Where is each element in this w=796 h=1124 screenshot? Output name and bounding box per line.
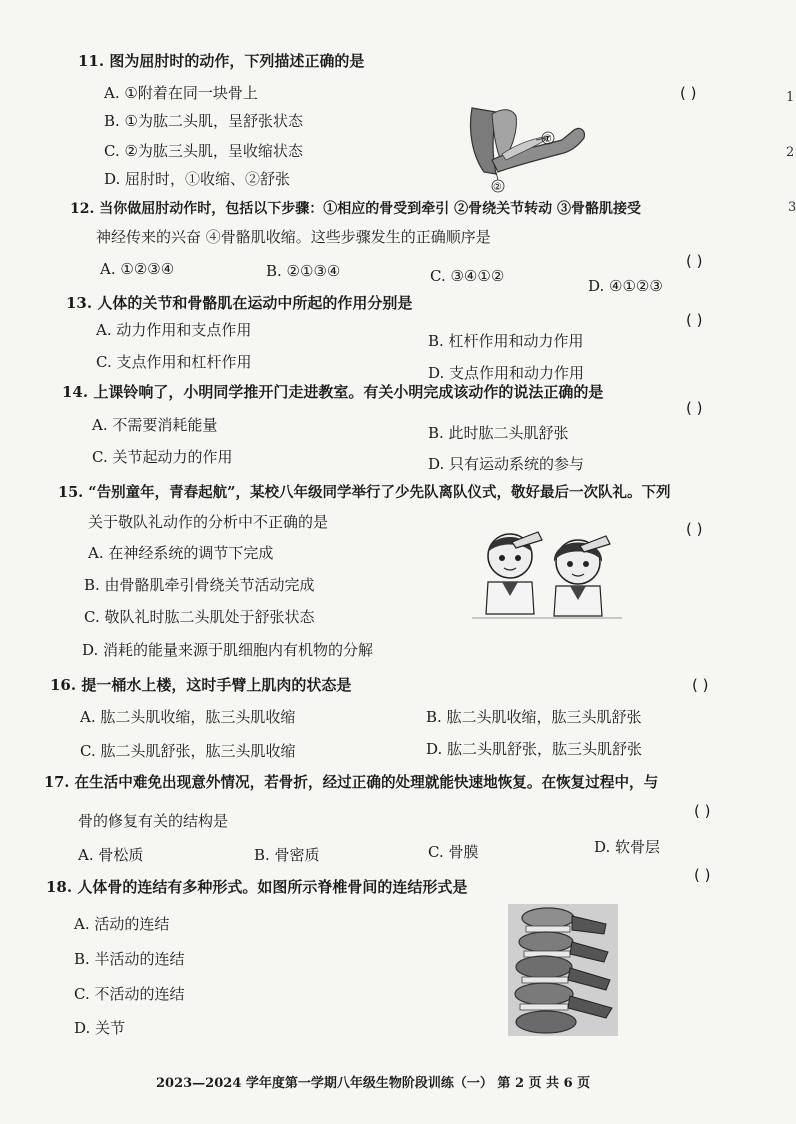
q11-answer-paren[interactable]: ( ) — [680, 84, 697, 102]
q12-answer-paren[interactable]: ( ) — [686, 252, 703, 270]
q16-option-c[interactable]: C. 肱二头肌舒张，肱三头肌收缩 — [80, 742, 296, 760]
q12-option-c[interactable]: C. ③④①② — [430, 267, 505, 285]
q17-answer-paren[interactable]: ( ) — [694, 802, 711, 820]
q18-option-d[interactable]: D. 关节 — [74, 1019, 126, 1037]
q12-option-b[interactable]: B. ②①③④ — [266, 262, 341, 280]
q13-option-b[interactable]: B. 杠杆作用和动力作用 — [428, 332, 584, 350]
q15-option-a[interactable]: A. 在神经系统的调节下完成 — [88, 544, 274, 562]
q12-stem-line2: 神经传来的兴奋 ④骨骼肌收缩。这些步骤发生的正确顺序是 — [96, 228, 491, 246]
q16-option-a[interactable]: A. 肱二头肌收缩，肱三头肌收缩 — [80, 708, 296, 726]
q18-answer-paren[interactable]: ( ) — [694, 866, 711, 884]
q14-option-a[interactable]: A. 不需要消耗能量 — [92, 416, 218, 434]
edge-mark-1: 1 — [786, 90, 795, 105]
q14-stem: 14. 上课铃响了，小明同学推开门走进教室。有关小明完成该动作的说法正确的是 — [62, 383, 604, 401]
figure-label-2: ② — [493, 182, 502, 193]
q18-stem: 18. 人体骨的连结有多种形式。如图所示脊椎骨间的连结形式是 — [46, 878, 468, 896]
q16-option-d[interactable]: D. 肱二头肌舒张，肱三头肌舒张 — [426, 740, 643, 758]
q11-option-c[interactable]: C. ②为肱三头肌，呈收缩状态 — [104, 142, 303, 160]
figure-label-1: ① — [543, 134, 552, 145]
q17-option-b[interactable]: B. 骨密质 — [254, 846, 320, 864]
q17-option-a[interactable]: A. 骨松质 — [78, 846, 144, 864]
q13-option-a[interactable]: A. 动力作用和支点作用 — [96, 321, 252, 339]
q15-stem-line1: 15. “告别童年，青春起航”，某校八年级同学举行了少先队离队仪式，敬好最后一次队礼。下列 — [58, 484, 671, 501]
pioneer-salute-figure — [472, 522, 622, 622]
q17-option-c[interactable]: C. 骨膜 — [428, 843, 479, 861]
q15-option-d[interactable]: D. 消耗的能量来源于肌细胞内有机物的分解 — [82, 641, 374, 659]
q18-option-b[interactable]: B. 半活动的连结 — [74, 950, 185, 968]
q17-stem-line1: 17. 在生活中难免出现意外情况，若骨折，经过正确的处理就能快速地恢复。在恢复过程中，与 — [44, 774, 659, 791]
q17-stem-line2: 骨的修复有关的结构是 — [78, 812, 229, 830]
q12-option-d[interactable]: D. ④①②③ — [588, 277, 663, 295]
q11-option-d[interactable]: D. 屈肘时，①收缩、②舒张 — [104, 170, 291, 188]
q18-option-c[interactable]: C. 不活动的连结 — [74, 985, 185, 1003]
q14-answer-paren[interactable]: ( ) — [686, 399, 703, 417]
q14-option-d[interactable]: D. 只有运动系统的参与 — [428, 455, 585, 473]
q11-option-a[interactable]: A. ①附着在同一块骨上 — [104, 84, 258, 102]
q12-option-a[interactable]: A. ①②③④ — [100, 260, 175, 278]
q14-option-b[interactable]: B. 此时肱二头肌舒张 — [428, 424, 569, 442]
page-footer: 2023—2024 学年度第一学期八年级生物阶段训练（一） 第 2 页 共 6 页 — [156, 1076, 591, 1091]
q15-option-b[interactable]: B. 由骨骼肌牵引骨绕关节活动完成 — [84, 576, 315, 594]
q14-option-c[interactable]: C. 关节起动力的作用 — [92, 448, 233, 466]
q15-stem-line2: 关于敬队礼动作的分析中不正确的是 — [88, 513, 329, 531]
q17-option-d[interactable]: D. 软骨层 — [594, 838, 661, 856]
q11-option-b[interactable]: B. ①为肱二头肌，呈舒张状态 — [104, 112, 304, 130]
q16-option-b[interactable]: B. 肱二头肌收缩，肱三头肌舒张 — [426, 708, 642, 726]
elbow-flexion-figure — [462, 100, 590, 196]
q13-answer-paren[interactable]: ( ) — [686, 311, 703, 329]
q13-option-d[interactable]: D. 支点作用和动力作用 — [428, 364, 585, 382]
q11-stem: 11. 图为屈肘时的动作，下列描述正确的是 — [78, 52, 365, 70]
q13-option-c[interactable]: C. 支点作用和杠杆作用 — [96, 353, 252, 371]
edge-mark-2: 2 — [786, 145, 795, 160]
q18-option-a[interactable]: A. 活动的连结 — [74, 915, 170, 933]
q13-stem: 13. 人体的关节和骨骼肌在运动中所起的作用分别是 — [66, 294, 413, 312]
q16-answer-paren[interactable]: ( ) — [692, 676, 709, 694]
q12-stem-line1: 12. 当你做屈肘动作时，包括以下步骤：①相应的骨受到牵引 ②骨绕关节转动 ③骨骼肌接受 — [70, 201, 641, 217]
vertebrae-figure — [508, 904, 618, 1036]
q15-option-c[interactable]: C. 敬队礼时肱二头肌处于舒张状态 — [84, 608, 315, 626]
q16-stem: 16. 提一桶水上楼，这时手臂上肌肉的状态是 — [50, 676, 352, 694]
edge-mark-3: 3 — [788, 200, 796, 215]
q15-answer-paren[interactable]: ( ) — [686, 520, 703, 538]
